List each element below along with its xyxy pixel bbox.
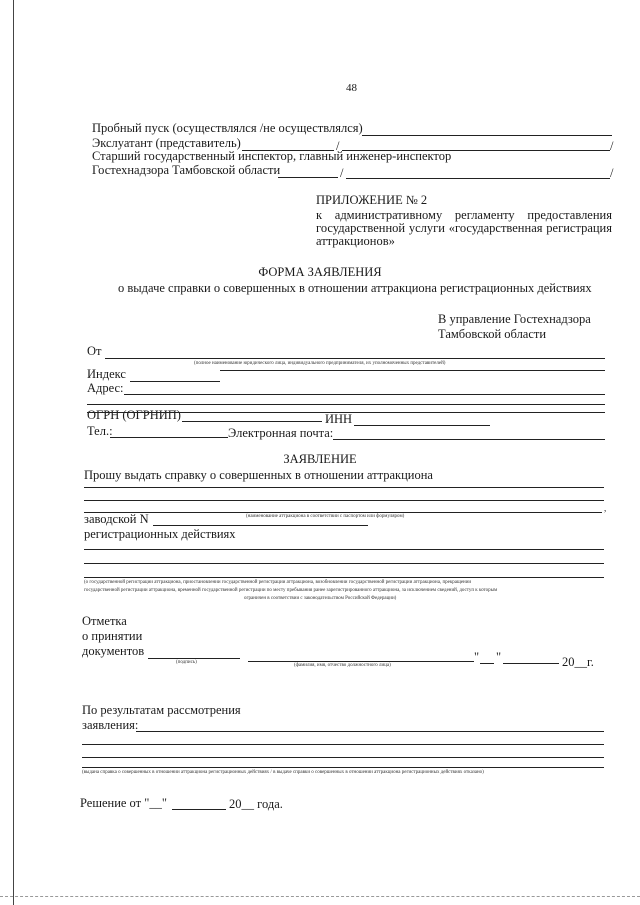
appendix-line-3: аттракционов» (316, 234, 395, 248)
actions-hint-3: ограничен в соответствии с законодательством Российской Федерации) (244, 596, 397, 601)
decision-year: 20__ года. (229, 797, 283, 811)
inn-label: ИНН (325, 412, 353, 426)
actions-hint-1: (о государственной регистрации аттракциона, приостановлении государственной регистрации аттракциона, возобновлении государственной регистрации аттракциона, прекращении (84, 580, 472, 585)
date-quote-close: " (496, 650, 502, 664)
acceptance-sign-line[interactable] (148, 658, 240, 659)
trial-run-label: Пробный пуск (осуществлялся /не осуществлялся) (92, 121, 363, 135)
acceptance-month-line[interactable] (503, 663, 559, 664)
acceptance-label-1: Отметка (82, 614, 127, 628)
inspector-sign-line (278, 177, 338, 178)
appendix-title: ПРИЛОЖЕНИЕ № 2 (316, 193, 428, 207)
decision-prefix: Решение от "__" (80, 796, 167, 810)
acceptance-label-3: документов (82, 644, 145, 658)
from-line-2[interactable] (220, 370, 605, 371)
inn-line[interactable] (354, 425, 490, 426)
attraction-line-2[interactable] (84, 500, 604, 501)
actions-line-2[interactable] (84, 563, 604, 564)
attraction-name-hint: (наименование аттракциона в соответствии с паспортом или формуляром) (246, 514, 405, 519)
attraction-line-1[interactable] (84, 487, 604, 488)
results-hint: (выдана справка о совершенных в отношении аттракциона регистрационных действиях / в выдаче справки о совершенных в отношении аттракциона регистрационных действиях отказано) (82, 770, 484, 775)
actions-line-3[interactable] (84, 577, 604, 578)
index-label: Индекс (87, 367, 126, 381)
appendix-line-2: государственной услуги «государственная регистрация (316, 221, 612, 235)
acceptance-sign-hint: (подпись) (176, 660, 197, 665)
reg-actions-label: регистрационных действиях (84, 527, 236, 541)
actions-hint-2: государственной регистрации аттракциона, временной государственной регистрации по месту пребывания ранее зарегистрированного аттракциона, за исключением сведений, доступ к которым (84, 588, 498, 593)
index-line[interactable] (130, 381, 220, 382)
acceptance-year: 20__г. (562, 655, 594, 669)
date-quote-open: " (474, 650, 480, 664)
scan-bottom-edge (0, 896, 640, 897)
address-line-2[interactable] (87, 404, 605, 405)
decision-month-line[interactable] (172, 809, 226, 810)
address-line-3[interactable] (87, 412, 605, 413)
results-line-2[interactable] (82, 744, 604, 745)
appendix-line-1: к административному регламенту предоставления (316, 208, 612, 222)
factory-no-label: заводской N (84, 512, 149, 526)
inspector-label-2: Гостехнадзора Тамбовской области (92, 163, 281, 177)
inspector-name-line (346, 178, 610, 179)
page-number: 48 (346, 82, 357, 94)
form-subtitle: о выдаче справки о совершенных в отношении аттракциона регистрационных действиях (118, 281, 592, 295)
addressee-line-2: Тамбовской области (438, 327, 547, 341)
addressee-line-1: В управление Гостехнадзора (438, 312, 591, 326)
application-title: ЗАЯВЛЕНИЕ (283, 452, 357, 466)
factory-no-line[interactable] (153, 525, 368, 526)
actions-line-1[interactable] (84, 549, 604, 550)
results-label-2: заявления: (82, 718, 139, 732)
phone-label: Тел.: (87, 424, 113, 438)
ogrn-label: ОГРН (ОГРНИП) (87, 408, 181, 422)
operator-label: Экслуатант (представитель) (92, 136, 241, 150)
inspector-label-1: Старший государственный инспектор, главный инженер-инспектор (92, 149, 452, 163)
address-label: Адрес: (87, 381, 124, 395)
from-line[interactable] (105, 358, 605, 359)
address-line[interactable] (124, 394, 605, 395)
acceptance-name-hint: (фамилия, имя, отчество должностного лица) (294, 663, 391, 668)
form-title: ФОРМА ЗАЯВЛЕНИЯ (258, 265, 382, 279)
acceptance-name-line[interactable] (248, 661, 474, 662)
results-line-3[interactable] (82, 757, 604, 758)
results-line-4[interactable] (82, 767, 604, 768)
ogrn-line[interactable] (182, 421, 322, 422)
from-hint: (полное наименование юридического лица, индивидуального предпринимателя, их уполномоченных представителей) (194, 361, 446, 366)
application-request: Прошу выдать справку о совершенных в отношении аттракциона (84, 468, 433, 482)
results-label-1: По результатам рассмотрения (82, 703, 241, 717)
trial-run-line (362, 135, 612, 136)
acceptance-label-2: о принятии (82, 629, 143, 643)
email-label: Электронная почта: (228, 426, 334, 440)
attraction-line-3[interactable] (84, 512, 602, 513)
from-label: От (87, 344, 102, 358)
results-line-1[interactable] (136, 731, 604, 732)
phone-line[interactable] (110, 437, 228, 438)
email-line[interactable] (333, 439, 605, 440)
acceptance-day-line[interactable] (480, 663, 494, 664)
